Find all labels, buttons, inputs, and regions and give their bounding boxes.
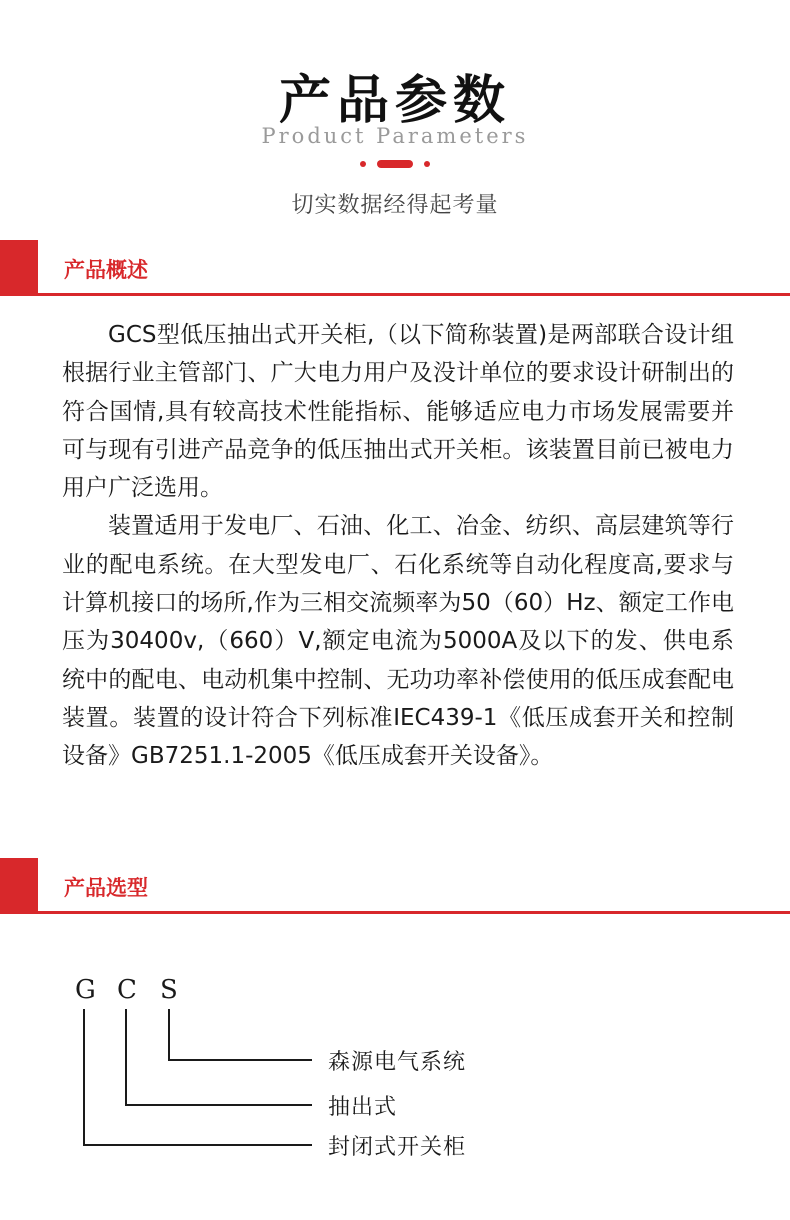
section-title-overview: 产品概述 (64, 258, 148, 282)
code-meaning-g: 封闭式开关柜 (328, 1135, 467, 1160)
connector-c (126, 1009, 312, 1105)
code-meaning-c: 抽出式 (328, 1095, 398, 1120)
title-divider (355, 158, 435, 170)
section-header-overview (0, 240, 790, 296)
connector-g (84, 1009, 312, 1145)
section-accent-block (0, 858, 38, 914)
overview-paragraph-1: GCS型低压抽出式开关柜,（以下简称装置)是两部联合设计组根据行业主管部门、广大电力用户及没计单位的要求设计研制出的符合国情,具有较高技术性能指标、能够适应电力市场发展需要并可与现有引进产品竞争的低压抽出式开关柜。该装置目前已被电力用户广泛选用。 (62, 322, 734, 502)
code-letter-g: G (75, 975, 96, 1005)
connector-s (169, 1009, 312, 1060)
divider-dot-left (360, 161, 366, 167)
page-title: 产品参数 (278, 71, 511, 131)
page-subtitle: Product Parameters (261, 124, 529, 148)
divider-dash (377, 160, 413, 168)
code-letter-s: S (160, 975, 178, 1005)
section-accent-line (38, 911, 790, 914)
tagline: 切实数据经得起考量 (291, 193, 499, 218)
section-accent-block (0, 240, 38, 296)
section-accent-line (38, 293, 790, 296)
overview-paragraph-2: 装置适用于发电厂、石油、化工、冶金、纺织、高层建筑等行业的配电系统。在大型发电厂、石化系统等自动化程度高,要求与计算机接口的场所,作为三相交流频率为50（60）Hz、额定工作电压为30400v,（660）V,额定电流为5000A及以下的发、供电系统中的配电、电动机集中控制、无功功率补偿使用的低压成套配电装置。装置的设计符合下列标准IEC439-1《低压成套开关和控制设备》GB7251.1-2005《低压成套开关设备》。 (62, 513, 734, 770)
section-header-selection (0, 858, 790, 914)
overview-text (62, 316, 734, 776)
model-code-diagram (0, 975, 790, 1175)
code-letter-c: C (117, 975, 137, 1005)
divider-dot-right (424, 161, 430, 167)
code-meaning-s: 森源电气系统 (328, 1050, 467, 1075)
section-title-selection: 产品选型 (64, 876, 148, 900)
